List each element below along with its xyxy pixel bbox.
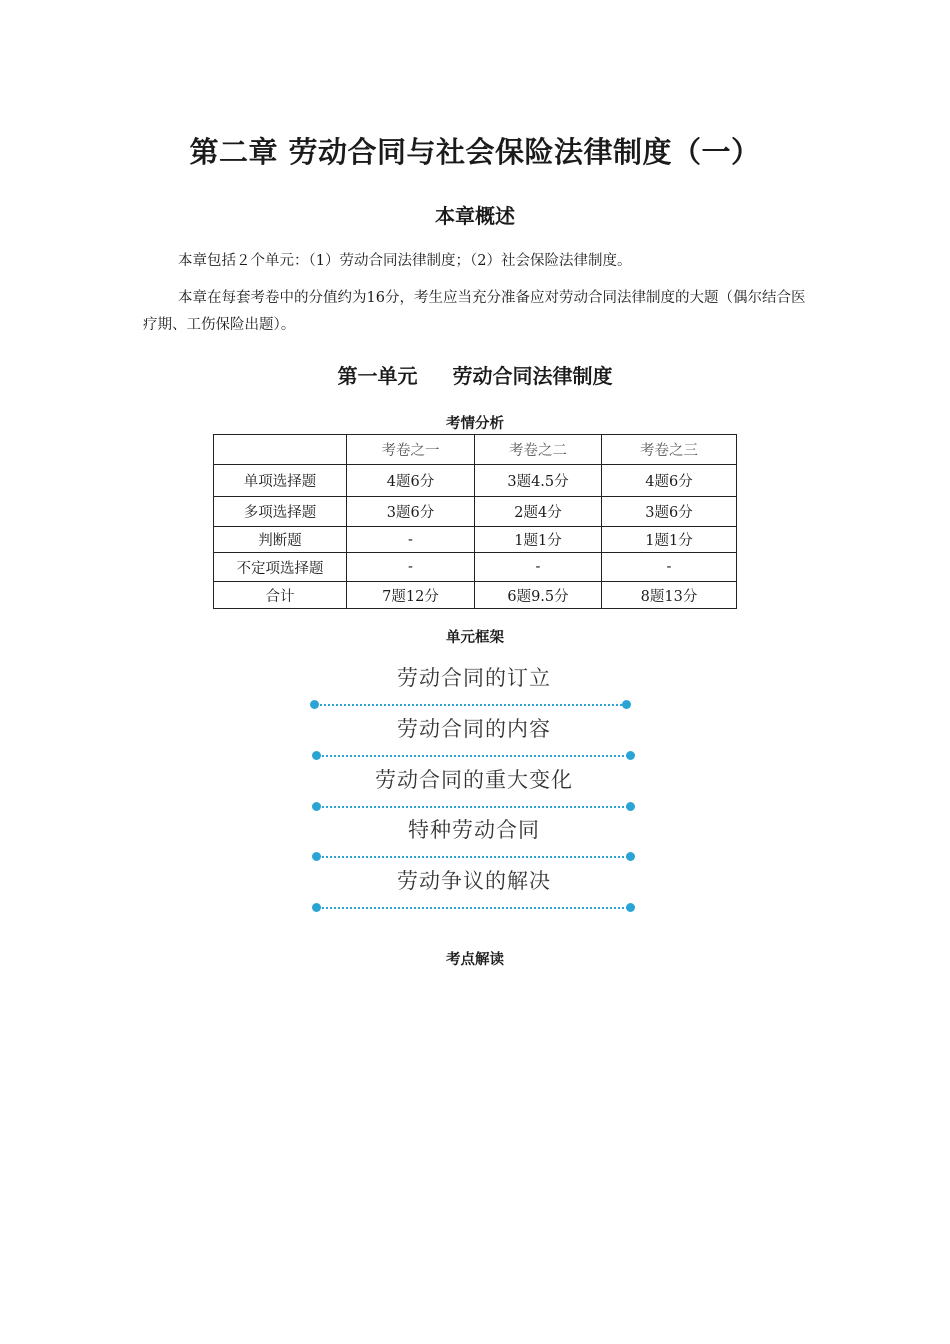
- dotted-divider: [318, 856, 628, 858]
- framework-item-label: 劳动合同的订立: [397, 666, 551, 690]
- table-cell: 判断题: [214, 527, 347, 553]
- table-cell: 4题6分: [602, 465, 737, 497]
- framework-item: [304, 764, 644, 804]
- framework-item-label: 劳动合同的内容: [397, 717, 551, 741]
- table-row: [214, 527, 737, 553]
- table-cell: 单项选择题: [214, 465, 347, 497]
- dot-marker-icon: [626, 852, 635, 861]
- table-cell: -: [347, 527, 475, 553]
- framework-item-label: 劳动争议的解决: [397, 869, 551, 893]
- table-cell: 3题6分: [347, 497, 475, 527]
- table-cell: 不定项选择题: [214, 553, 347, 582]
- table-cell: 多项选择题: [214, 497, 347, 527]
- overview-heading: 本章概述: [435, 204, 515, 228]
- table-cell: -: [347, 553, 475, 582]
- unit-heading: 第一单元 劳动合同法律制度: [337, 364, 613, 388]
- unit-framework-diagram: [304, 652, 644, 910]
- table-cell: 6题9.5分: [475, 582, 602, 609]
- framework-caption: 单元框架: [446, 630, 504, 646]
- table-header-cell: [214, 435, 347, 465]
- dotted-divider: [318, 755, 628, 757]
- table-row: [214, 553, 737, 582]
- table-cell: 4题6分: [347, 465, 475, 497]
- dot-marker-icon: [626, 903, 635, 912]
- table-header-cell: 考卷之二: [475, 435, 602, 465]
- dot-marker-icon: [626, 802, 635, 811]
- table-cell: -: [602, 553, 737, 582]
- analysis-caption: 考情分析: [446, 416, 504, 432]
- exam-analysis-table: [213, 434, 737, 609]
- table-cell: 1题1分: [475, 527, 602, 553]
- table-cell: 1题1分: [602, 527, 737, 553]
- dot-marker-icon: [626, 751, 635, 760]
- dotted-divider: [318, 907, 628, 909]
- table-cell: 2题4分: [475, 497, 602, 527]
- points-caption: 考点解读: [446, 952, 504, 968]
- dotted-divider: [318, 806, 628, 808]
- table-header-row: [214, 435, 737, 465]
- table-row: [214, 582, 737, 609]
- page-title: 第二章 劳动合同与社会保险法律制度（一）: [189, 135, 761, 169]
- table-cell: -: [475, 553, 602, 582]
- table-row: [214, 497, 737, 527]
- table-header-cell: 考卷之一: [347, 435, 475, 465]
- framework-item: [304, 814, 644, 854]
- table-row: [214, 465, 737, 497]
- table-cell: 3题4.5分: [475, 465, 602, 497]
- table-cell: 8题13分: [602, 582, 737, 609]
- overview-paragraph-2: 本章在每套考卷中的分值约为16分，考生应当充分准备应对劳动合同法律制度的大题（偶尔结合医疗期、工伤保险出题）。: [143, 290, 806, 333]
- framework-item: [304, 865, 644, 905]
- table-cell: 合计: [214, 582, 347, 609]
- framework-item-label: 特种劳动合同: [408, 818, 540, 842]
- framework-item-label: 劳动合同的重大变化: [375, 768, 573, 792]
- overview-paragraph-1: 本章包括２个单元：（1）劳动合同法律制度；（2）社会保险法律制度。: [178, 253, 632, 269]
- table-header-cell: 考卷之三: [602, 435, 737, 465]
- dotted-divider: [316, 704, 626, 706]
- framework-item: [304, 662, 644, 702]
- framework-item: [304, 713, 644, 753]
- table-cell: 3题6分: [602, 497, 737, 527]
- table-cell: 7题12分: [347, 582, 475, 609]
- dot-marker-icon: [622, 700, 631, 709]
